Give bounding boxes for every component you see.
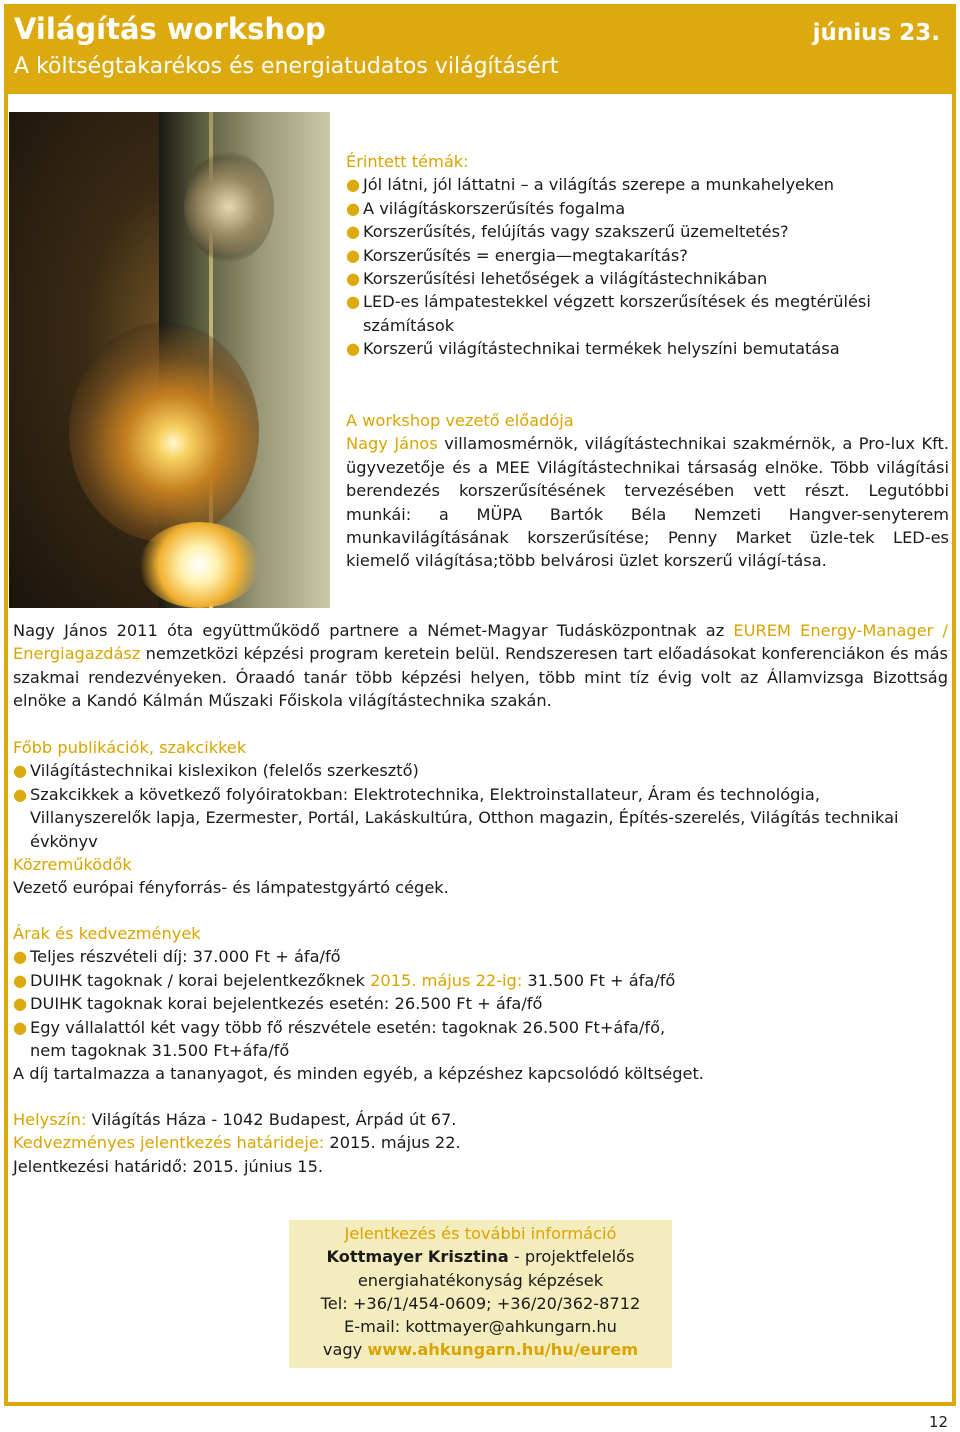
bullet-icon: ●: [346, 175, 361, 195]
publication-item: ● Világítástechnikai kislexikon (felelős szerkesztő): [13, 759, 948, 782]
registration-deadline: Jelentkezési határidő: 2015. június 15.: [13, 1156, 324, 1176]
price-item: ● DUIHK tagoknak korai bejelentkezés esetén: 26.500 Ft + áfa/fő: [13, 992, 948, 1015]
bullet-icon: ●: [346, 222, 361, 242]
bullet-icon: ●: [13, 761, 28, 781]
early-deadline-highlight: 2015. május 22-ig:: [370, 970, 523, 990]
contact-person: Kottmayer Krisztina - projektfelelős: [326, 1247, 635, 1267]
venue-label: Helyszín:: [13, 1110, 87, 1129]
prices-heading: Árak és kedvezmények: [13, 924, 201, 943]
website-link[interactable]: www.ahkungarn.hu/hu/eurem: [367, 1340, 639, 1360]
topics-heading: Érintett témák:: [346, 152, 469, 171]
topics-section: [346, 150, 946, 361]
bullet-icon: ●: [346, 269, 361, 289]
bullet-icon: ●: [13, 947, 28, 967]
bullet-icon: ●: [346, 339, 361, 359]
price-item: ● Egy vállalattól két vagy több fő részvétele esetén: tagoknak 26.500 Ft+áfa/fő,: [13, 1016, 948, 1039]
bullet-icon: ●: [346, 198, 361, 218]
topic-item: ● Korszerűsítési lehetőségek a világítástechnikában: [346, 267, 946, 290]
contact-url-line: vagy www.ahkungarn.hu/hu/eurem: [322, 1340, 639, 1360]
photo-lower-glow: [139, 522, 259, 608]
price-item: ● Teljes részvételi díj: 37.000 Ft + áfa/fő: [13, 945, 948, 968]
prices-section: [13, 922, 948, 1086]
topic-item: ● Korszerű világítástechnikai termékek helyszíni bemutatása: [346, 337, 946, 360]
publications-heading: Főbb publikációk, szakcikkek: [13, 738, 247, 757]
photo-upper-bulb: [184, 152, 274, 262]
page-subtitle: A költségtakarékos és energiatudatos világításért: [14, 54, 559, 79]
light-bulb-photo: [9, 112, 330, 608]
price-note: A díj tartalmazza a tananyagot, és minden egyéb, a képzéshez kapcsolódó költséget.: [13, 1064, 704, 1084]
topic-item-continuation: számítások: [363, 315, 455, 335]
topic-item: ● A világításkorszerűsítés fogalma: [346, 197, 946, 220]
contact-email[interactable]: E-mail: kottmayer@ahkungarn.hu: [344, 1317, 617, 1337]
bullet-icon: ●: [13, 1017, 28, 1037]
event-date: június 23.: [812, 20, 940, 46]
discount-deadline-label: Kedvezményes jelentkezés határideje:: [13, 1133, 325, 1153]
photo-main-bulb: [69, 322, 259, 542]
topic-item: ● Korszerűsítés = energia—megtakarítás?: [346, 244, 946, 267]
bullet-icon: ●: [13, 970, 28, 990]
page-number: 12: [928, 1413, 948, 1431]
contact-phone[interactable]: Tel: +36/1/454-0609; +36/20/362-8712: [320, 1293, 641, 1313]
price-item-continuation: nem tagoknak 31.500 Ft+áfa/fő: [30, 1041, 290, 1061]
publications-section: [13, 736, 948, 900]
discount-deadline-line: Kedvezményes jelentkezés határideje: 2015. május 22.: [13, 1133, 461, 1153]
publication-item: ● Szakcikkek a következő folyóiratokban: Elektrotechnika, Elektroinstallateur, Áram és technológia, Villanyszerelők lapja, Ezermester, Portál, Lakáskultúra, Otthon magazin, Építés-szerelés, Világítás technikai évkönyv: [13, 783, 948, 853]
topic-item: ● Jól látni, jól láttatni – a világítás szerepe a munkahelyeken: [346, 173, 946, 196]
contributors-text: Vezető európai fényforrás- és lámpatestgyártó cégek.: [13, 878, 449, 898]
bullet-icon: ●: [346, 292, 361, 312]
topic-item: ● Korszerűsítés, felújítás vagy szakszerű üzemeltetés?: [346, 220, 946, 243]
header-bar: [4, 4, 956, 94]
venue-line: Helyszín: Világítás Háza - 1042 Budapest, Árpád út 67.: [13, 1110, 457, 1129]
presenter-heading: A workshop vezető előadója: [346, 411, 574, 430]
bullet-icon: ●: [346, 245, 361, 265]
presenter-section: [346, 409, 949, 573]
eurem-highlight: EUREM Energy-Manager / Energiagazdász: [13, 621, 948, 664]
price-item: ● DUIHK tagoknak / korai bejelentkezőknek 2015. május 22-ig: 31.500 Ft + áfa/fő: [13, 969, 948, 992]
contact-department: energiahatékonyság képzések: [357, 1270, 604, 1290]
contributors-heading: Közreműködők: [13, 855, 132, 875]
venue-section: [13, 1108, 948, 1178]
bullet-icon: ●: [13, 994, 28, 1014]
presenter-name: Nagy János: [346, 434, 438, 454]
page-title: Világítás workshop: [14, 12, 326, 46]
topic-item: ● LED-es lámpatestekkel végzett korszerűsítések és megtérülési: [346, 290, 946, 313]
presenter-bio: Nagy János villamosmérnök, világítástechnikai szakmérnök, a Pro-lux Kft. ügyvezetője és a MEE Világítástechnikai társaság elnöke. Több világítási berendezés korszerűsítésének tervezésében vett részt. Legutóbbi munkái: a MÜPA Bartók Béla Nemzeti Hangver-senyterem munkavilágításának korszerűsítése; Penny Market üzle-tek LED-es kiemelő világítása;több belvárosi üzlet korszerű világí-tása.: [346, 434, 949, 571]
contact-name: Kottmayer Krisztina: [326, 1247, 509, 1267]
bullet-icon: ●: [13, 784, 28, 804]
contact-box: [289, 1220, 672, 1368]
contact-heading: Jelentkezés és további információ: [344, 1224, 617, 1243]
partner-paragraph: Nagy János 2011 óta együttműködő partnere a Német-Magyar Tudásközpontnak az EUREM Energy-Manager / Energiagazdász nemzetközi képzési program keretein belül. Rendszeresen tart előadásokat konferenciákon és más szakmai rendezvényeken. Óraadó tanár több képzési helyen, több mint tíz évig volt az Államvizsga Bizottság elnöke a Kandó Kálmán Műszaki Főiskola világítástechnika szakán.: [13, 621, 948, 711]
